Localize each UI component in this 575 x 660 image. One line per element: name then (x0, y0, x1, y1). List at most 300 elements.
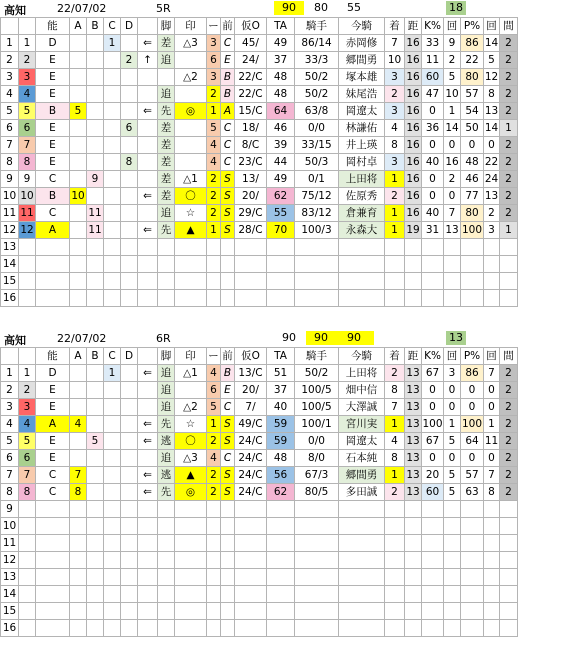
cell-dist: 16 (405, 188, 422, 205)
cell-a (70, 450, 87, 467)
cell-pr: 24 (484, 171, 500, 188)
cell-a (70, 120, 87, 137)
cell-dist (405, 518, 422, 535)
cell-pos: 1 (207, 416, 221, 433)
cell-pos (207, 239, 221, 256)
cell-pr: 8 (484, 86, 500, 103)
cell-mark (175, 52, 207, 69)
cell-no: 2 (1, 382, 19, 399)
cell-rank (36, 518, 70, 535)
cell-cur: 岡遼太 (339, 433, 385, 450)
cell-dist: 16 (405, 35, 422, 52)
cell-kari: 22/C (235, 86, 267, 103)
cell-gap: 2 (500, 484, 518, 501)
cell-k: 40 (422, 205, 444, 222)
cell-c (104, 535, 121, 552)
table-row[interactable] (1, 433, 518, 450)
table-row[interactable] (1, 484, 518, 501)
table-row[interactable] (1, 137, 518, 154)
cell-jockey: 50/2 (295, 86, 339, 103)
cell-style: 先 (158, 103, 175, 120)
cell-rank: D (36, 35, 70, 52)
table-row[interactable] (1, 518, 518, 535)
cell-p (461, 290, 484, 307)
cell-arr: ⇐ (138, 416, 158, 433)
cell-ta: 62 (267, 188, 295, 205)
table-header-row (1, 18, 518, 35)
cell-arr (138, 603, 158, 620)
cell-rank (36, 586, 70, 603)
cell-kari (235, 518, 267, 535)
cell-rank (36, 273, 70, 290)
cell-rank: C (36, 171, 70, 188)
cell-c (104, 171, 121, 188)
table-row[interactable] (1, 69, 518, 86)
cell-d (121, 290, 138, 307)
cell-arr: ↑ (138, 52, 158, 69)
cell-kari: 24/C (235, 433, 267, 450)
cell-kr: 5 (444, 433, 461, 450)
cell-c (104, 137, 121, 154)
column-header: A (70, 348, 87, 365)
cell-chaku: 3 (385, 69, 405, 86)
cell-rank: E (36, 69, 70, 86)
cell-p: 100 (461, 222, 484, 239)
cell-arr (138, 399, 158, 416)
cell-arr (138, 620, 158, 637)
cell-gap: 2 (500, 69, 518, 86)
cell-pos: 4 (207, 365, 221, 382)
cell-chaku (385, 620, 405, 637)
cell-no: 13 (1, 569, 19, 586)
cell-a (70, 433, 87, 450)
column-header: B (87, 18, 104, 35)
cell-k (422, 290, 444, 307)
cell-b (87, 467, 104, 484)
cell-d (121, 86, 138, 103)
cell-arr: ⇐ (138, 222, 158, 239)
cell-jockey (295, 603, 339, 620)
cell-f: S (221, 433, 235, 450)
cell-k: 0 (422, 171, 444, 188)
cell-ta (267, 535, 295, 552)
table-row[interactable] (1, 52, 518, 69)
cell-d (121, 256, 138, 273)
cell-no: 6 (1, 120, 19, 137)
cell-a (70, 69, 87, 86)
cell-k: 40 (422, 154, 444, 171)
cell-gap (500, 273, 518, 290)
table-row[interactable] (1, 416, 518, 433)
cell-a (70, 518, 87, 535)
table-row[interactable] (1, 273, 518, 290)
table-row[interactable] (1, 171, 518, 188)
cell-a (70, 552, 87, 569)
header-summary-number: 90 (274, 1, 304, 15)
cell-k (422, 620, 444, 637)
cell-style: 追 (158, 382, 175, 399)
cell-u: 5 (19, 103, 36, 120)
column-header (138, 18, 158, 35)
table-row[interactable] (1, 365, 518, 382)
cell-ta: 49 (267, 35, 295, 52)
cell-b: 11 (87, 222, 104, 239)
cell-arr (138, 273, 158, 290)
cell-f: C (221, 399, 235, 416)
cell-kr: 0 (444, 137, 461, 154)
header-summary-number: 90 (334, 331, 374, 345)
cell-pr (484, 290, 500, 307)
cell-dist: 16 (405, 171, 422, 188)
column-header (19, 18, 36, 35)
cell-u (19, 273, 36, 290)
cell-b (87, 484, 104, 501)
cell-jockey: 63/8 (295, 103, 339, 120)
column-header: 距 (405, 18, 422, 35)
cell-d (121, 188, 138, 205)
cell-f: C (221, 120, 235, 137)
cell-jockey: 50/2 (295, 365, 339, 382)
cell-pr: 7 (484, 365, 500, 382)
cell-cur: 石本純 (339, 450, 385, 467)
cell-kr (444, 518, 461, 535)
cell-p: 63 (461, 484, 484, 501)
cell-rank: E (36, 399, 70, 416)
cell-ta: 40 (267, 399, 295, 416)
cell-cur (339, 603, 385, 620)
cell-jockey: 0/0 (295, 120, 339, 137)
cell-kari: 15/C (235, 103, 267, 120)
cell-a (70, 154, 87, 171)
table-row[interactable] (1, 35, 518, 52)
cell-p: 54 (461, 103, 484, 120)
cell-gap (500, 603, 518, 620)
cell-mark (175, 256, 207, 273)
cell-chaku (385, 290, 405, 307)
cell-f (221, 586, 235, 603)
cell-dist (405, 256, 422, 273)
cell-jockey: 50/2 (295, 69, 339, 86)
cell-gap: 2 (500, 399, 518, 416)
cell-d (121, 501, 138, 518)
cell-pr: 22 (484, 154, 500, 171)
cell-rank (36, 620, 70, 637)
cell-u (19, 569, 36, 586)
cell-kari: 18/ (235, 120, 267, 137)
cell-pr: 7 (484, 467, 500, 484)
cell-kari: 24/C (235, 450, 267, 467)
cell-chaku: 2 (385, 86, 405, 103)
table-row[interactable] (1, 222, 518, 239)
cell-cur (339, 535, 385, 552)
cell-style (158, 290, 175, 307)
table-row[interactable] (1, 467, 518, 484)
cell-no: 5 (1, 433, 19, 450)
cell-u (19, 256, 36, 273)
cell-jockey (295, 290, 339, 307)
cell-no: 14 (1, 586, 19, 603)
cell-a: 10 (70, 188, 87, 205)
table-row[interactable] (1, 535, 518, 552)
cell-pos: 2 (207, 433, 221, 450)
cell-jockey (295, 552, 339, 569)
cell-d (121, 450, 138, 467)
cell-k: 0 (422, 450, 444, 467)
column-header: P% (461, 18, 484, 35)
cell-chaku: 1 (385, 416, 405, 433)
cell-rank: D (36, 365, 70, 382)
cell-cur (339, 586, 385, 603)
cell-c (104, 416, 121, 433)
race-number: 5R (156, 2, 171, 15)
cell-c (104, 86, 121, 103)
cell-jockey: 80/5 (295, 484, 339, 501)
cell-k: 47 (422, 86, 444, 103)
cell-pos: 2 (207, 86, 221, 103)
cell-f (221, 518, 235, 535)
cell-pos (207, 273, 221, 290)
table-row[interactable] (1, 603, 518, 620)
cell-pos (207, 501, 221, 518)
cell-arr: ⇐ (138, 103, 158, 120)
cell-rank (36, 256, 70, 273)
cell-gap (500, 620, 518, 637)
column-header: 前 (221, 18, 235, 35)
table-row[interactable] (1, 552, 518, 569)
table-row[interactable] (1, 620, 518, 637)
cell-u (19, 603, 36, 620)
cell-pr (484, 620, 500, 637)
cell-a (70, 222, 87, 239)
table-row[interactable] (1, 256, 518, 273)
cell-f: C (221, 154, 235, 171)
cell-kari: 20/ (235, 188, 267, 205)
cell-gap: 1 (500, 120, 518, 137)
cell-b (87, 399, 104, 416)
column-header: 騎手 (295, 18, 339, 35)
cell-chaku (385, 273, 405, 290)
cell-gap: 2 (500, 52, 518, 69)
cell-dist (405, 501, 422, 518)
venue-label: 高知 (4, 334, 26, 347)
cell-chaku: 2 (385, 188, 405, 205)
cell-mark: △3 (175, 35, 207, 52)
cell-u: 6 (19, 120, 36, 137)
cell-d (121, 137, 138, 154)
cell-kr (444, 535, 461, 552)
cell-c: 1 (104, 365, 121, 382)
cell-gap (500, 239, 518, 256)
cell-style (158, 239, 175, 256)
table-row[interactable] (1, 239, 518, 256)
cell-arr (138, 239, 158, 256)
cell-cur: 妹尾浩 (339, 86, 385, 103)
cell-kr: 9 (444, 35, 461, 52)
table-row[interactable] (1, 290, 518, 307)
cell-gap (500, 518, 518, 535)
cell-no: 16 (1, 290, 19, 307)
cell-d (121, 382, 138, 399)
cell-ta (267, 239, 295, 256)
cell-gap: 2 (500, 188, 518, 205)
cell-jockey: 100/5 (295, 382, 339, 399)
cell-rank: E (36, 86, 70, 103)
cell-b (87, 103, 104, 120)
table-row[interactable] (1, 501, 518, 518)
cell-cur (339, 290, 385, 307)
cell-f: B (221, 365, 235, 382)
cell-pos (207, 535, 221, 552)
cell-f (221, 256, 235, 273)
column-header: 回 (444, 348, 461, 365)
cell-no: 15 (1, 273, 19, 290)
cell-u: 1 (19, 35, 36, 52)
table-row[interactable] (1, 86, 518, 103)
cell-chaku (385, 552, 405, 569)
cell-d (121, 569, 138, 586)
cell-arr: ⇐ (138, 35, 158, 52)
cell-f (221, 501, 235, 518)
cell-kr (444, 273, 461, 290)
cell-style: 追 (158, 205, 175, 222)
cell-mark: △1 (175, 365, 207, 382)
cell-p (461, 501, 484, 518)
table-row[interactable] (1, 103, 518, 120)
cell-d (121, 535, 138, 552)
cell-a (70, 35, 87, 52)
table-row[interactable] (1, 205, 518, 222)
race-table (0, 347, 518, 637)
cell-jockey: 75/12 (295, 188, 339, 205)
cell-ta: 62 (267, 484, 295, 501)
venue-label: 高知 (4, 4, 26, 17)
cell-pr: 8 (484, 484, 500, 501)
cell-p: 22 (461, 52, 484, 69)
cell-a (70, 256, 87, 273)
table-row[interactable] (1, 382, 518, 399)
cell-kari (235, 290, 267, 307)
cell-rank: E (36, 52, 70, 69)
column-header (1, 18, 19, 35)
cell-rank (36, 239, 70, 256)
cell-c (104, 603, 121, 620)
cell-cur: 赤岡修 (339, 35, 385, 52)
cell-arr: ⇐ (138, 433, 158, 450)
cell-u: 7 (19, 137, 36, 154)
cell-mark: ▲ (175, 222, 207, 239)
cell-kari (235, 501, 267, 518)
cell-pos (207, 290, 221, 307)
cell-mark: △3 (175, 450, 207, 467)
cell-cur: 井上瑛 (339, 137, 385, 154)
cell-ta (267, 518, 295, 535)
cell-b: 9 (87, 171, 104, 188)
cell-p (461, 518, 484, 535)
table-row[interactable] (1, 120, 518, 137)
cell-a (70, 501, 87, 518)
cell-cur: 倉兼育 (339, 205, 385, 222)
cell-u: 6 (19, 450, 36, 467)
table-row[interactable] (1, 586, 518, 603)
table-row[interactable] (1, 450, 518, 467)
cell-mark: △2 (175, 69, 207, 86)
cell-no: 12 (1, 222, 19, 239)
cell-ta (267, 603, 295, 620)
table-row[interactable] (1, 188, 518, 205)
cell-arr: ⇐ (138, 188, 158, 205)
cell-ta (267, 620, 295, 637)
cell-chaku (385, 501, 405, 518)
cell-c (104, 433, 121, 450)
cell-kr: 0 (444, 399, 461, 416)
cell-d (121, 552, 138, 569)
cell-kr: 14 (444, 120, 461, 137)
cell-c (104, 120, 121, 137)
cell-pos: 1 (207, 222, 221, 239)
cell-u: 4 (19, 416, 36, 433)
table-row[interactable] (1, 399, 518, 416)
cell-style: 逃 (158, 433, 175, 450)
cell-c (104, 222, 121, 239)
cell-kari (235, 273, 267, 290)
cell-kr (444, 239, 461, 256)
cell-c (104, 52, 121, 69)
cell-style (158, 273, 175, 290)
cell-c (104, 552, 121, 569)
cell-a (70, 382, 87, 399)
cell-kr: 3 (444, 365, 461, 382)
cell-chaku (385, 535, 405, 552)
cell-mark: 〇 (175, 188, 207, 205)
cell-kari: 28/C (235, 222, 267, 239)
cell-pos (207, 256, 221, 273)
cell-kr (444, 256, 461, 273)
cell-dist: 13 (405, 433, 422, 450)
cell-pr (484, 535, 500, 552)
column-header (19, 348, 36, 365)
cell-u: 3 (19, 399, 36, 416)
cell-gap: 2 (500, 467, 518, 484)
cell-d (121, 620, 138, 637)
cell-arr: ⇐ (138, 467, 158, 484)
cell-a (70, 620, 87, 637)
cell-mark: ☆ (175, 205, 207, 222)
cell-pr (484, 603, 500, 620)
table-row[interactable] (1, 569, 518, 586)
cell-pr (484, 273, 500, 290)
cell-p: 57 (461, 467, 484, 484)
cell-style: 先 (158, 416, 175, 433)
cell-no: 9 (1, 501, 19, 518)
cell-dist: 16 (405, 69, 422, 86)
cell-u (19, 239, 36, 256)
cell-mark: △2 (175, 399, 207, 416)
column-header: C (104, 18, 121, 35)
cell-k (422, 239, 444, 256)
cell-pr (484, 569, 500, 586)
cell-pos: 6 (207, 382, 221, 399)
column-header: 回 (444, 18, 461, 35)
cell-d (121, 69, 138, 86)
cell-pos: 2 (207, 171, 221, 188)
cell-style (158, 569, 175, 586)
cell-c (104, 467, 121, 484)
cell-dist: 13 (405, 382, 422, 399)
cell-style: 追 (158, 450, 175, 467)
cell-no: 4 (1, 86, 19, 103)
table-row[interactable] (1, 154, 518, 171)
cell-no: 7 (1, 137, 19, 154)
